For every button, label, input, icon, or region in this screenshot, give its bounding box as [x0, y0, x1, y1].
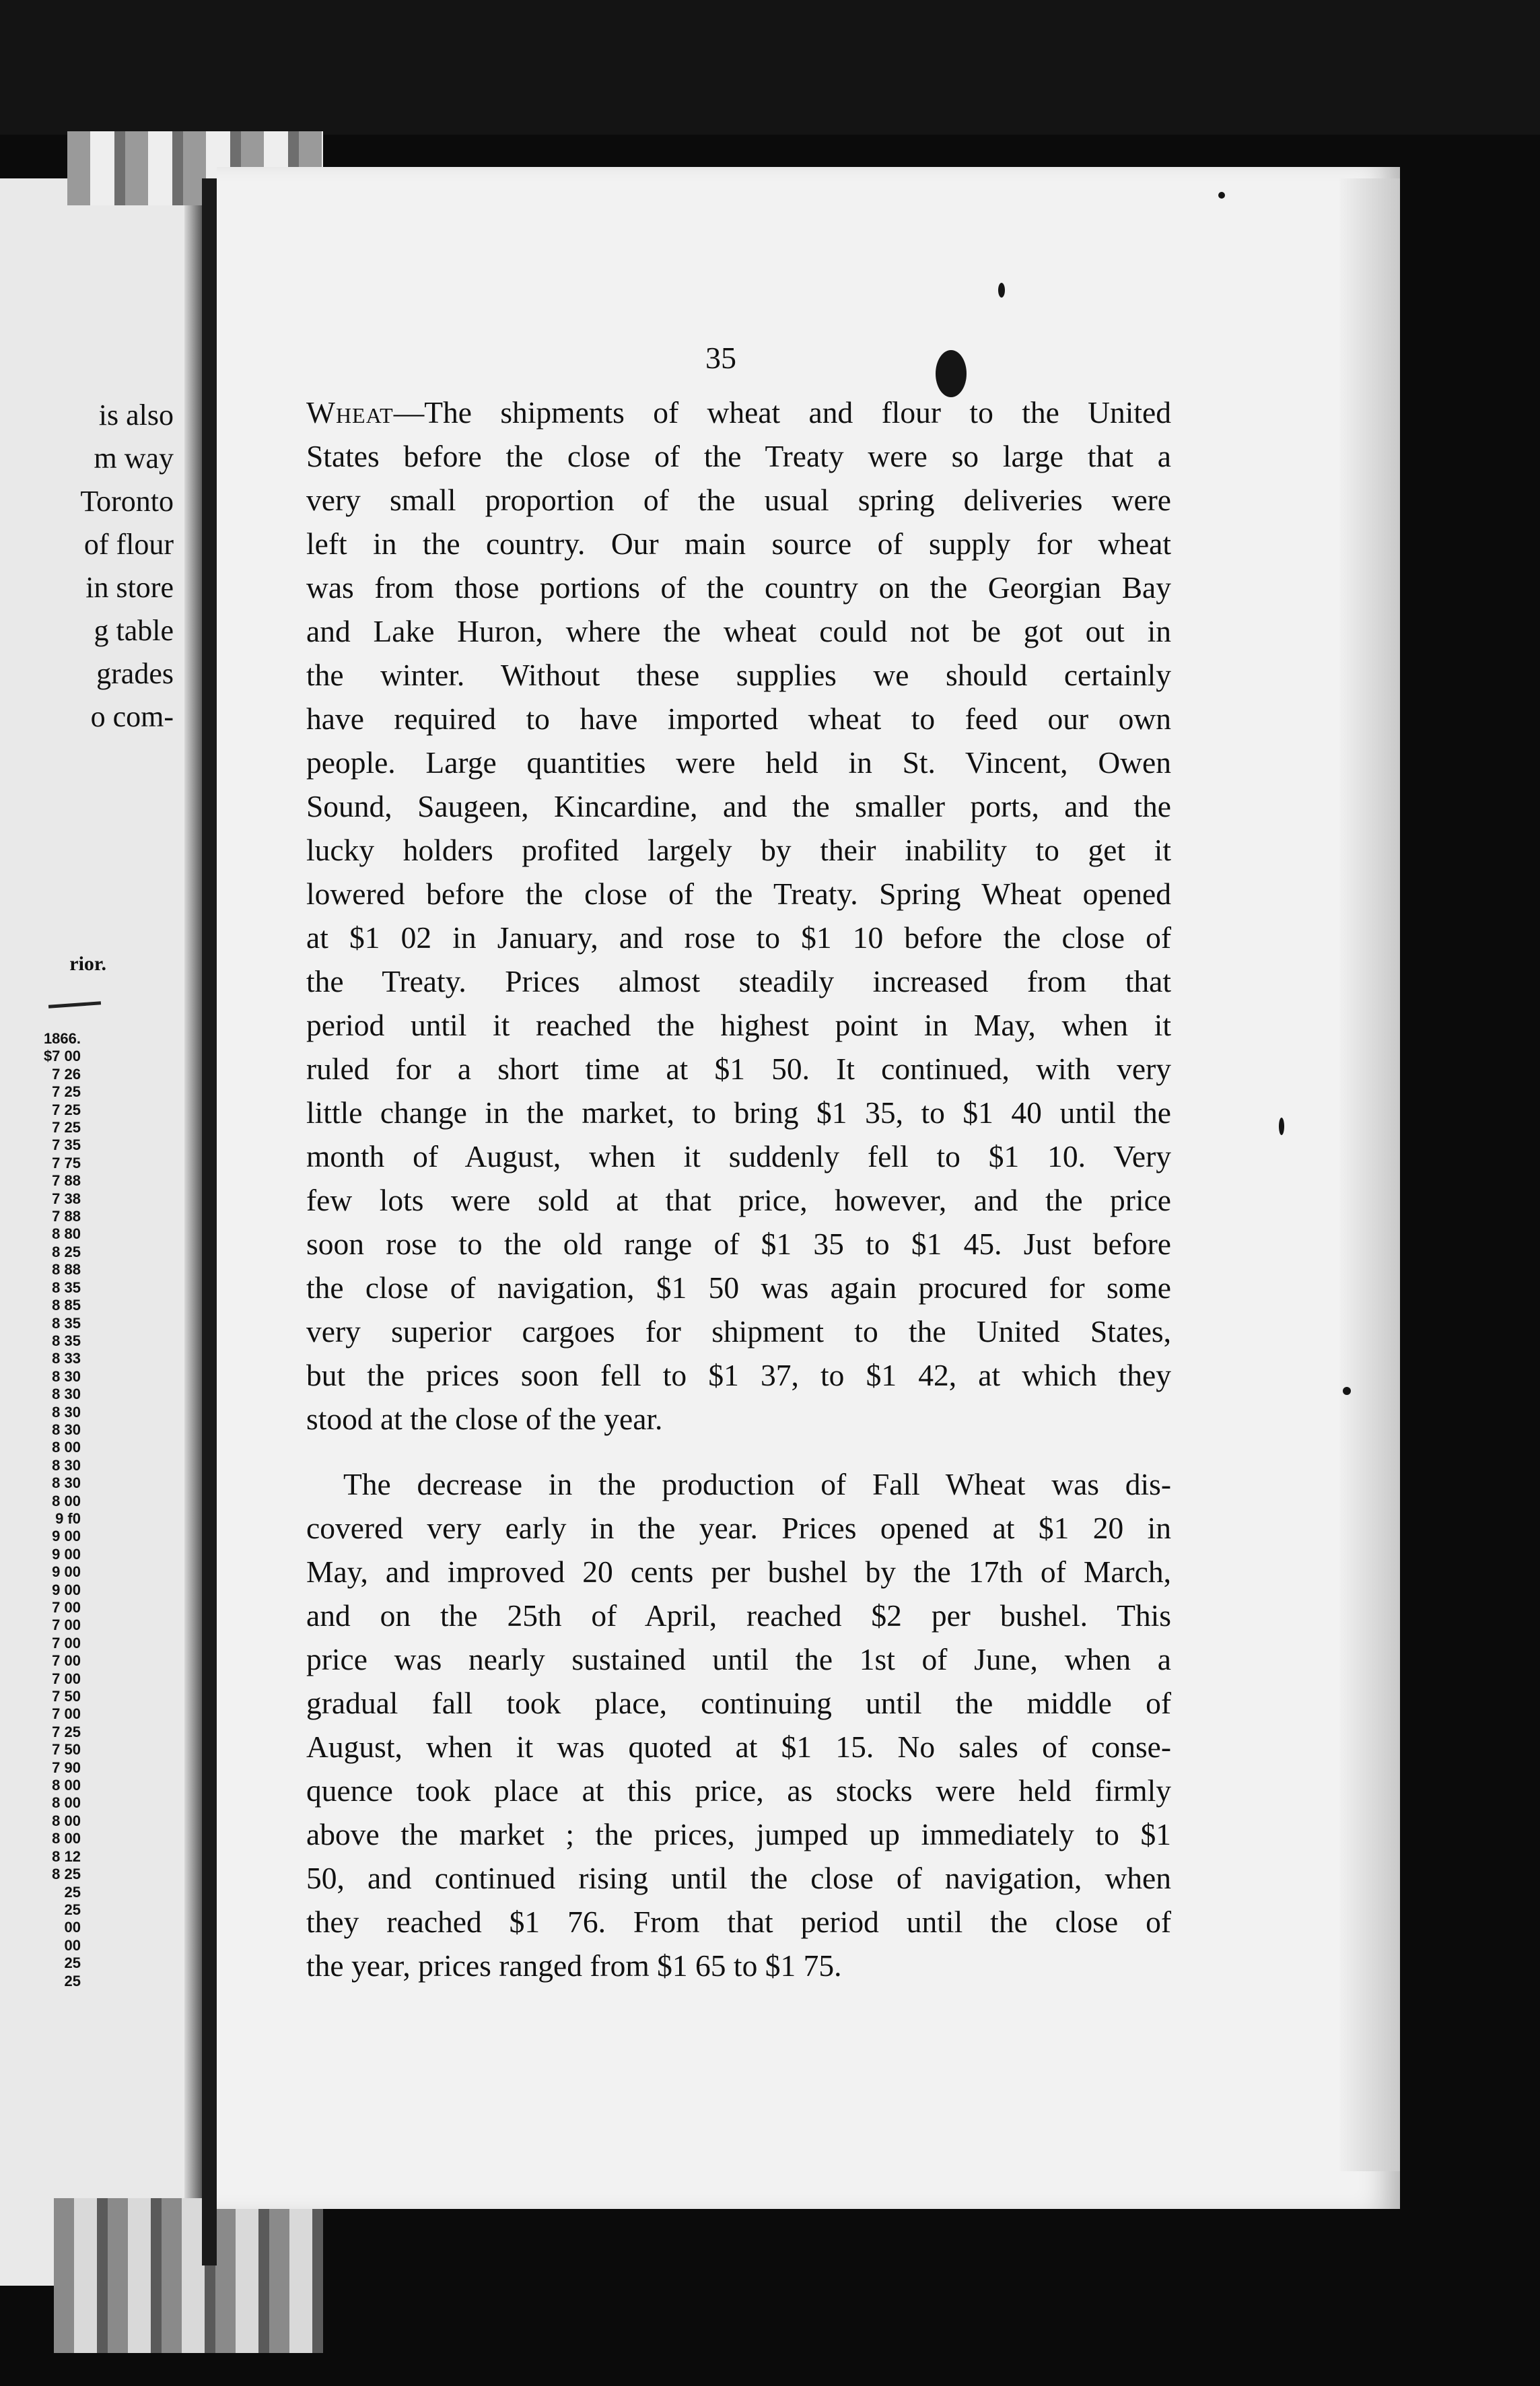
price-value: 8 35: [52, 1332, 81, 1349]
gutter-shadow: [184, 178, 202, 2286]
price-value: 8 00: [52, 1794, 81, 1812]
previous-page-text: [80, 394, 174, 739]
price-value: 8 12: [52, 1847, 81, 1865]
price-value: 7 25: [52, 1119, 81, 1136]
text-line: of flour: [83, 528, 174, 561]
text-line: was from those portions of the country on the Georgian Bay: [306, 570, 1171, 605]
text-line: people. Large quantities were held in St. Vincent, Owen: [306, 745, 1171, 780]
price-value: 7 00: [52, 1616, 81, 1634]
previous-page-fragment: [0, 178, 202, 2286]
price-value: 8 00: [52, 1492, 81, 1509]
price-value: 7 88: [52, 1208, 81, 1225]
price-value: 7 00: [52, 1599, 81, 1616]
price-value: 7 88: [52, 1172, 81, 1190]
paragraph-gap: [306, 1441, 1171, 1462]
text-line: o com-: [90, 700, 174, 733]
price-value: 7 25: [52, 1723, 81, 1740]
text-line: Toronto: [80, 485, 174, 518]
text-line: little change in the market, to bring $1 35, to $1 40 until the: [306, 1095, 1171, 1130]
price-year: 1866.: [43, 1030, 81, 1047]
text-line: have required to have imported wheat to feed our own: [306, 702, 1171, 736]
text-line: grades: [96, 657, 174, 690]
price-value: 8 00: [52, 1812, 81, 1829]
book-spine: [202, 178, 217, 2265]
price-value: 9 00: [52, 1545, 81, 1563]
text-line: and Lake Huron, where the wheat could not be got out in: [306, 614, 1171, 648]
price-value: 8 30: [52, 1421, 81, 1438]
price-value: 8 33: [52, 1350, 81, 1367]
text-line: stood at the close of the year.: [306, 1402, 663, 1436]
price-value: 7 35: [52, 1136, 81, 1154]
text-line: May, and improved 20 cents per bushel by the 17th of March,: [306, 1555, 1171, 1589]
price-column: [44, 1030, 81, 1990]
text-line: the Treaty. Prices almost steadily increased from that: [306, 964, 1171, 998]
text-line: 50, and continued rising until the close of navigation, when: [306, 1861, 1171, 1895]
text-line: ruled for a short time at $1 50. It continued, with very: [306, 1052, 1171, 1086]
price-value: 8 35: [52, 1279, 81, 1296]
text-line: very superior cargoes for shipment to the United States,: [306, 1314, 1171, 1349]
text-line: and on the 25th of April, reached $2 per bushel. This: [306, 1598, 1171, 1633]
price-value: 7 90: [52, 1759, 81, 1776]
text-line: very small proportion of the usual spring deliveries were: [306, 483, 1171, 517]
page-number: 35: [705, 341, 736, 375]
text-line: at $1 02 in January, and rose to $1 10 before the close of: [306, 920, 1171, 955]
price-value: $7 00: [43, 1048, 81, 1065]
price-value: 7 50: [52, 1741, 81, 1759]
text-line: soon rose to the old range of $1 35 to $1 45. Just before: [306, 1227, 1171, 1261]
price-value: 7 00: [52, 1705, 81, 1723]
text-line: period until it reached the highest point in May, when it: [306, 1008, 1171, 1042]
price-value: 8 25: [52, 1243, 81, 1260]
text-line: is also: [98, 399, 174, 432]
price-value: 8 30: [52, 1367, 81, 1385]
text-line: but the prices soon fell to $1 37, to $1 42, at which they: [306, 1358, 1171, 1392]
price-value: 8 85: [52, 1297, 81, 1314]
price-value: 8 80: [52, 1225, 81, 1243]
price-value: 25: [64, 1883, 81, 1901]
text-line: few lots were sold at that price, however, and the price: [306, 1183, 1171, 1217]
text-line: States before the close of the Treaty were so large that a: [306, 439, 1171, 473]
page-edge: [1339, 178, 1400, 2171]
price-value: 25: [64, 1901, 81, 1918]
text-line: gradual fall took place, continuing until the middle of: [306, 1686, 1171, 1720]
text-line: lowered before the close of the Treaty. Spring Wheat opened: [306, 877, 1171, 911]
text-line: the year, prices ranged from $1 65 to $1 75.: [306, 1948, 842, 1983]
price-value: 8 00: [52, 1830, 81, 1847]
text-line: the close of navigation, $1 50 was again procured for some: [306, 1270, 1171, 1305]
column-rule: [48, 1001, 101, 1008]
price-value: 7 75: [52, 1154, 81, 1171]
price-value: 7 50: [52, 1688, 81, 1705]
price-value: 8 30: [52, 1456, 81, 1474]
price-value: 25: [64, 1954, 81, 1972]
price-value: 8 00: [52, 1777, 81, 1794]
price-value: 8 30: [52, 1403, 81, 1421]
column-heading: rior.: [69, 953, 106, 975]
price-value: 7 26: [52, 1065, 81, 1083]
price-value: 00: [64, 1919, 81, 1936]
price-value: 8 25: [52, 1866, 81, 1883]
scanner-backdrop: [0, 0, 1540, 135]
text-line: quence took place at this price, as stocks were held firmly: [306, 1773, 1171, 1808]
text-line: covered very early in the year. Prices opened at $1 20 in: [306, 1511, 1171, 1545]
ink-speck: [1343, 1387, 1351, 1395]
lead-word: Wheat: [306, 395, 394, 430]
price-value: 9 f0: [55, 1509, 81, 1527]
price-value: 7 00: [52, 1670, 81, 1687]
text-line: month of August, when it suddenly fell to $1 10. Very: [306, 1139, 1171, 1173]
binding-tape-bottom: [54, 2198, 323, 2353]
text-line: The decrease in the production of Fall Wheat was dis-: [343, 1467, 1171, 1501]
text-line: Sound, Saugeen, Kincardine, and the smaller ports, and the: [306, 789, 1171, 823]
page-body: [306, 390, 1171, 1987]
text-line: [306, 390, 1171, 434]
text-line: the winter. Without these supplies we should certainly: [306, 658, 1171, 692]
price-value: 7 25: [52, 1101, 81, 1118]
price-value: 7 25: [52, 1083, 81, 1101]
text-line: August, when it was quoted at $1 15. No sales of conse-: [306, 1730, 1171, 1764]
price-value: 00: [64, 1936, 81, 1954]
text-line: price was nearly sustained until the 1st of June, when a: [306, 1642, 1171, 1676]
price-value: 8 30: [52, 1474, 81, 1492]
price-value: 7 00: [52, 1634, 81, 1651]
ink-speck: [1279, 1118, 1284, 1135]
text-line: m way: [94, 442, 174, 475]
price-value: 9 00: [52, 1581, 81, 1598]
price-value: 25: [64, 1972, 81, 1989]
ink-speck: [998, 283, 1005, 298]
text-line: in store: [85, 571, 174, 604]
price-value: 8 30: [52, 1386, 81, 1403]
price-value: 8 35: [52, 1314, 81, 1332]
text-line: lucky holders profited largely by their inability to get it: [306, 833, 1171, 867]
price-value: 9 00: [52, 1528, 81, 1545]
text-line: g table: [94, 614, 174, 647]
price-value: 7 00: [52, 1652, 81, 1670]
ink-speck: [1218, 192, 1225, 199]
price-value: 8 00: [52, 1439, 81, 1456]
text-line: they reached $1 76. From that period until the close of: [306, 1905, 1171, 1939]
price-value: 9 00: [52, 1563, 81, 1581]
line-text: —The shipments of wheat and flour to the United: [393, 395, 1171, 430]
price-value: 8 88: [52, 1261, 81, 1279]
price-value: 7 38: [52, 1190, 81, 1207]
text-line: left in the country. Our main source of supply for wheat: [306, 526, 1171, 561]
text-line: above the market ; the prices, jumped up immediately to $1: [306, 1817, 1171, 1851]
